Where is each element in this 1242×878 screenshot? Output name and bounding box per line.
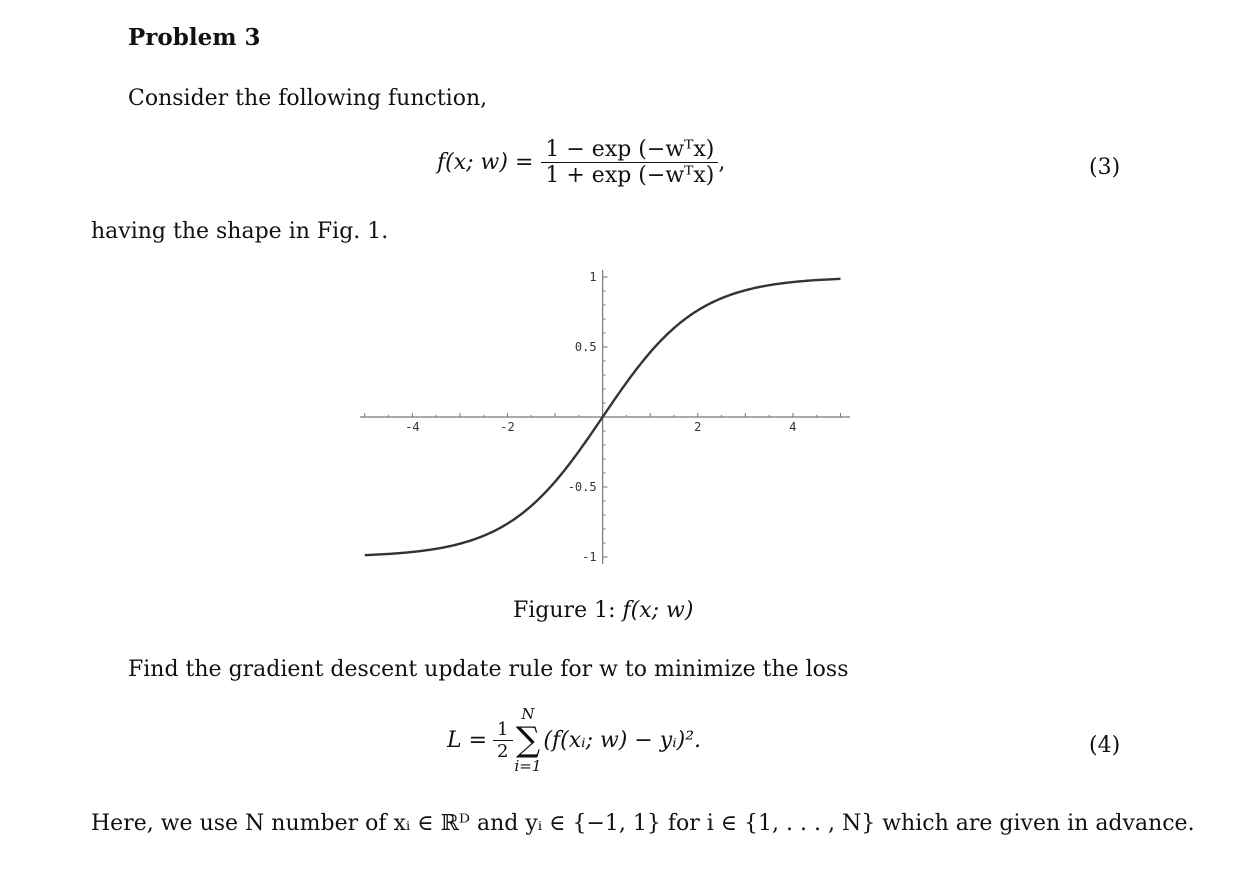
closing-text: Here, we use N number of xᵢ ∈ ℝᴰ and yᵢ ∈ {−1, 1} for i ∈ {1, . . . , N} which are given in advance. [91, 811, 1195, 836]
sum-lower: i=1 [514, 757, 542, 775]
x-tick-label: 4 [789, 420, 797, 434]
eq3-trailing: , [718, 150, 726, 175]
eq3-numerator: 1 − exp (−wᵀx) [545, 137, 715, 162]
caption-expression: f(x; w) [622, 598, 694, 623]
eq4-body: (f(xᵢ; w) − yᵢ)². [543, 727, 702, 753]
eq4-half-den: 2 [493, 740, 512, 762]
eq4-number: (4) [1089, 733, 1121, 758]
eq3-lhs: f(x; w) = [437, 150, 534, 175]
problem-heading: Problem 3 [128, 24, 261, 51]
caption-prefix: Figure 1: [513, 598, 616, 623]
shape-text: having the shape in Fig. 1. [91, 219, 389, 244]
figure-caption [513, 598, 693, 623]
eq4-sum [515, 705, 542, 775]
equation-4 [447, 705, 701, 775]
y-tick-label: -1 [582, 550, 597, 564]
plot-axes [360, 270, 850, 564]
eq4-half-num: 1 [497, 718, 509, 740]
x-tick-label: 2 [694, 420, 702, 434]
eq3-fraction [541, 137, 718, 188]
y-tick-label: 1 [589, 270, 597, 284]
y-tick-label: -0.5 [567, 480, 597, 494]
eq4-lhs: L = [447, 727, 488, 753]
x-tick-label: -2 [500, 420, 515, 434]
sum-symbol: ∑ [515, 720, 541, 760]
equation-3 [437, 137, 725, 188]
figure-1-plot [360, 262, 850, 572]
eq3-denominator: 1 + exp (−wᵀx) [541, 162, 718, 188]
intro-text: Consider the following function, [128, 86, 488, 111]
y-tick-label: 0.5 [574, 340, 597, 354]
eq3-number: (3) [1089, 155, 1121, 180]
x-tick-label: -4 [405, 420, 420, 434]
eq4-half [493, 719, 512, 762]
task-text: Find the gradient descent update rule for w to minimize the loss [128, 657, 849, 682]
sum-upper: N [521, 705, 535, 723]
